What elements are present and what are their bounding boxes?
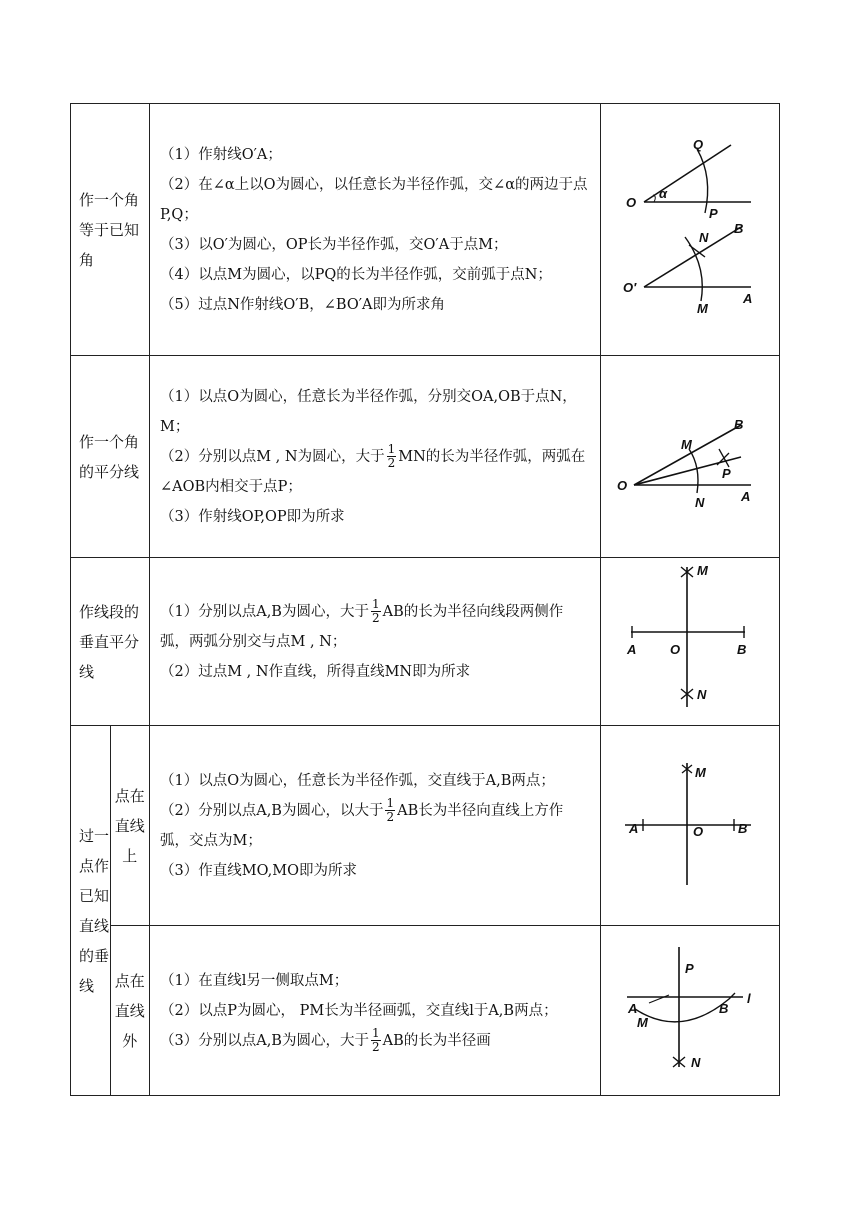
label-b: B (734, 416, 744, 432)
step-1: （1）以点O为圆心，任意长为半径作弧，交直线于A,B两点； (160, 772, 555, 789)
fraction-half: $\frac{1}{2}$ (371, 597, 380, 625)
row-perpendicular-on-line (71, 726, 780, 926)
label-n: N (691, 1054, 701, 1070)
label-o: O (626, 194, 637, 210)
label-alpha: α (659, 185, 668, 201)
label-a: A (628, 1000, 638, 1016)
label-p: P (722, 465, 731, 481)
row-copy-angle (71, 104, 780, 356)
bisector-figure (601, 357, 779, 557)
figure-cell (601, 726, 780, 926)
step-1: （1）作射线O′A； (160, 146, 282, 163)
step-3: （3）分别以点A,B为圆心，大于 $\frac{1}{2}$ AB的长为半径画 (160, 1026, 491, 1054)
label-m: M (637, 1014, 648, 1030)
label-n: N (699, 229, 709, 245)
row-title: 作线段的垂直平分线 (71, 558, 150, 726)
step-3: （3）作直线MO,MO即为所求 (160, 862, 357, 879)
label-m: M (697, 562, 708, 578)
label-q: Q (693, 136, 704, 152)
step-2: （2）以点P为圆心， PM长为半径画弧，交直线l于A,B两点； (160, 1002, 558, 1019)
label-a: A (629, 820, 639, 836)
perp-off-line-figure (601, 927, 779, 1095)
label-a: A (741, 488, 751, 504)
step-1: （1）分别以点A,B为圆心，大于 $\frac{1}{2}$ AB的长为半径向线段两侧作弧，两弧分别交与点M , N； (160, 597, 564, 650)
step-5: （5）过点N作射线O′B，∠BO′A即为所求角 (160, 296, 445, 313)
perp-bisector-figure (601, 559, 779, 725)
step-3: （3）以O′为圆心，OP长为半径作弧，交O′A于点M； (160, 236, 508, 253)
construction-table (70, 103, 780, 1096)
steps-cell (150, 356, 601, 558)
label-o: O (670, 641, 681, 657)
copy-angle-figure (601, 105, 779, 355)
steps-cell (150, 926, 601, 1096)
label-a: A (627, 641, 637, 657)
label-p: P (709, 205, 718, 221)
figure-cell (601, 926, 780, 1096)
label-b: B (719, 1000, 729, 1016)
label-m: M (695, 764, 706, 780)
step-2: （2）在∠α上以O为圆心，以任意长为半径作弧，交∠α的两边于点P,Q； (160, 176, 588, 223)
step-1: （1）以点O为圆心，任意长为半径作弧，分别交OA,OB于点N， M； (160, 388, 577, 435)
sub-title-off-line: 点在直线外 (110, 926, 150, 1096)
row-angle-bisector (71, 356, 780, 558)
row-title: 过一点作已知直线的垂线 (71, 726, 111, 1096)
row-perpendicular-bisector (71, 558, 780, 726)
label-l: l (747, 990, 751, 1006)
label-o-prime: O′ (623, 279, 637, 295)
label-m: M (697, 300, 708, 316)
label-b: B (737, 641, 747, 657)
label-o: O (693, 823, 704, 839)
step-2: （2）分别以点M , N为圆心，大于 $\frac{1}{2}$ MN的长为半径作弧，两弧在∠AOB内相交于点P； (160, 442, 586, 495)
step-3: （3）作射线OP,OP即为所求 (160, 508, 345, 525)
fraction-half: $\frac{1}{2}$ (387, 442, 396, 470)
step-2: （2）分别以点A,B为圆心，以大于 $\frac{1}{2}$ AB长为半径向直线上方作弧，交点为M； (160, 796, 564, 849)
steps-cell (150, 558, 601, 726)
row-title: 作一个角的平分线 (71, 356, 150, 558)
figure-cell (601, 356, 780, 558)
label-p: P (685, 960, 694, 976)
step-2: （2）过点M , N作直线，所得直线MN即为所求 (160, 663, 471, 680)
step-4: （4）以点M为圆心，以PQ的长为半径作弧，交前弧于点N； (160, 266, 552, 283)
label-o: O (617, 477, 628, 493)
label-m: M (681, 436, 692, 452)
sub-title-on-line: 点在直线上 (110, 726, 150, 926)
figure-cell (601, 558, 780, 726)
figure-cell (601, 104, 780, 356)
label-a: A (743, 290, 753, 306)
step-1: （1）在直线l另一侧取点M； (160, 972, 349, 989)
label-n: N (695, 494, 705, 510)
steps-cell (150, 104, 601, 356)
fraction-half: $\frac{1}{2}$ (386, 796, 395, 824)
fraction-half: $\frac{1}{2}$ (371, 1026, 380, 1054)
label-b: B (734, 220, 744, 236)
row-perpendicular-off-line (71, 926, 780, 1096)
steps-cell (150, 726, 601, 926)
row-title: 作一个角等于已知角 (71, 104, 150, 356)
label-n: N (697, 686, 707, 702)
perp-on-line-figure (601, 727, 779, 925)
label-b: B (738, 820, 748, 836)
